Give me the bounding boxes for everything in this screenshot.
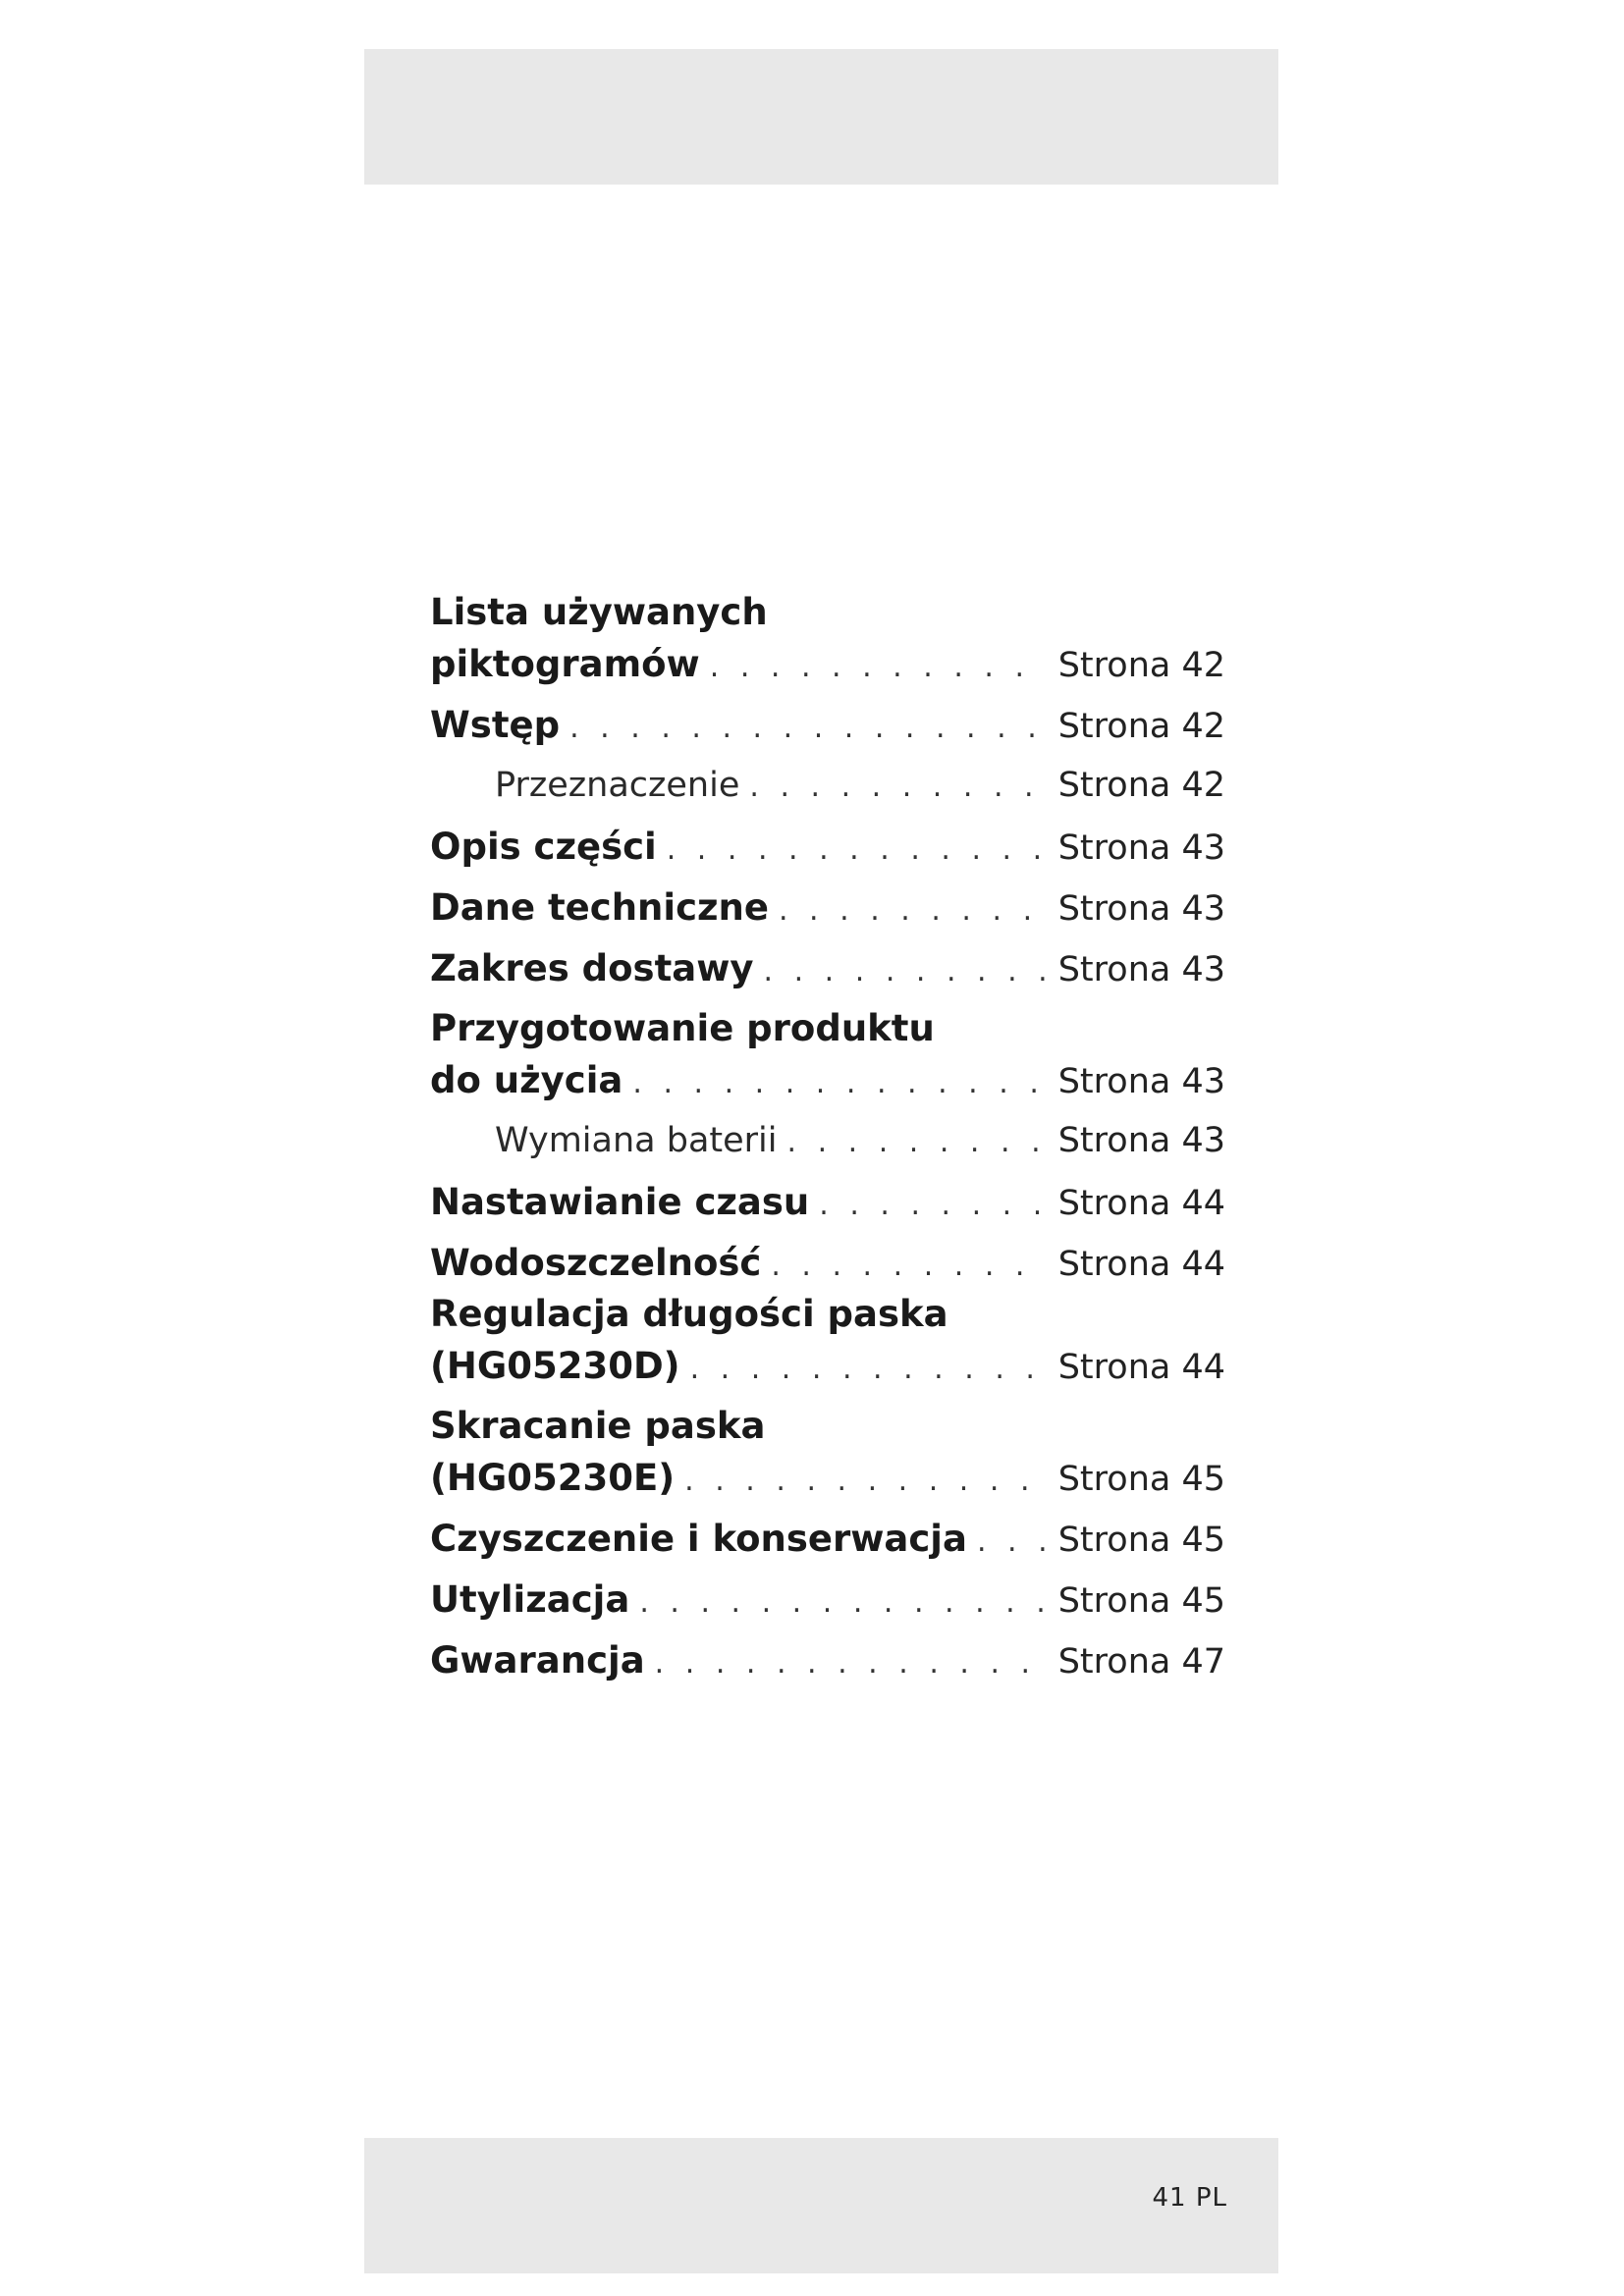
toc-entry-cleaning[interactable] <box>430 1513 1225 1565</box>
header-band <box>364 49 1278 185</box>
toc-entry-page: Strona 45 <box>1057 1460 1225 1499</box>
table-of-contents <box>430 587 1225 1686</box>
toc-entry-strap-shortening[interactable] <box>430 1401 1225 1504</box>
toc-entry-title: Przygotowanie produktu <box>430 1007 935 1049</box>
toc-entry-preparation[interactable] <box>430 1003 1225 1106</box>
toc-entry-title: (HG05230D) <box>430 1345 680 1387</box>
dot-leader <box>684 1455 1047 1507</box>
dot-leader <box>749 761 1046 813</box>
toc-entry-strap-length-adjustment[interactable] <box>430 1289 1225 1392</box>
toc-entry-title: do użycia <box>430 1059 623 1101</box>
dot-leader <box>787 1116 1047 1168</box>
footer-band <box>364 2138 1278 2273</box>
dot-leader <box>632 1057 1046 1109</box>
toc-entry-technical-data[interactable] <box>430 881 1225 934</box>
toc-entry-pictograms[interactable] <box>430 587 1225 690</box>
toc-entry-page: Strona 43 <box>1057 889 1225 929</box>
dot-leader <box>639 1576 1046 1629</box>
toc-entry-page: Strona 45 <box>1057 1581 1225 1621</box>
toc-entry-setting-time[interactable] <box>430 1176 1225 1228</box>
toc-entry-title: (HG05230E) <box>430 1457 676 1499</box>
dot-leader <box>977 1516 1047 1568</box>
dot-leader <box>655 1637 1047 1689</box>
dot-leader <box>710 641 1047 693</box>
toc-entry-page: Strona 42 <box>1057 707 1225 746</box>
toc-entry-title: Lista używanych <box>430 591 768 633</box>
toc-entry-title: piktogramów <box>430 643 700 685</box>
toc-entry-scope-of-delivery[interactable] <box>430 942 1225 994</box>
toc-entry-title: Wymiana baterii <box>495 1121 778 1160</box>
toc-entry-page: Strona 44 <box>1057 1245 1225 1284</box>
toc-entry-title: Przeznaczenie <box>495 766 740 805</box>
toc-entry-page: Strona 42 <box>1057 646 1225 685</box>
toc-entry-title: Gwarancja <box>430 1639 645 1682</box>
dot-leader <box>569 702 1047 754</box>
toc-entry-title: Utylizacja <box>430 1578 630 1621</box>
toc-entry-title: Czyszczenie i konserwacja <box>430 1518 967 1560</box>
toc-entry-title: Zakres dostawy <box>430 947 754 989</box>
toc-subentry-battery-replacement[interactable] <box>430 1115 1225 1167</box>
toc-entry-title: Regulacja długości paska <box>430 1293 948 1335</box>
toc-entry-title: Nastawianie czasu <box>430 1181 810 1223</box>
toc-entry-title: Skracanie paska <box>430 1405 766 1447</box>
toc-entry-page: Strona 43 <box>1057 1062 1225 1101</box>
toc-entry-title: Opis części <box>430 826 657 868</box>
toc-entry-page: Strona 43 <box>1057 950 1225 989</box>
toc-entry-parts-description[interactable] <box>430 821 1225 873</box>
toc-entry-page: Strona 44 <box>1057 1184 1225 1223</box>
dot-leader <box>779 884 1047 936</box>
toc-entry-page: Strona 42 <box>1057 766 1225 805</box>
toc-entry-disposal[interactable] <box>430 1574 1225 1626</box>
dot-leader <box>667 824 1047 876</box>
toc-entry-warranty[interactable] <box>430 1634 1225 1686</box>
toc-entry-page: Strona 43 <box>1057 1121 1225 1160</box>
toc-entry-title: Wstęp <box>430 704 561 746</box>
toc-entry-title: Wodoszczelność <box>430 1242 762 1284</box>
dot-leader <box>690 1343 1047 1395</box>
toc-entry-water-resistance[interactable] <box>430 1237 1225 1289</box>
toc-entry-title: Dane techniczne <box>430 886 769 929</box>
toc-entry-page: Strona 44 <box>1057 1348 1225 1387</box>
toc-entry-introduction[interactable] <box>430 699 1225 751</box>
toc-subentry-intended-use[interactable] <box>430 760 1225 812</box>
dot-leader <box>819 1179 1046 1231</box>
toc-entry-page: Strona 47 <box>1057 1642 1225 1682</box>
dot-leader <box>764 945 1047 997</box>
page-number: 41 PL <box>1152 2183 1227 2213</box>
dot-leader <box>771 1240 1046 1292</box>
toc-entry-page: Strona 45 <box>1057 1521 1225 1560</box>
toc-entry-page: Strona 43 <box>1057 828 1225 868</box>
